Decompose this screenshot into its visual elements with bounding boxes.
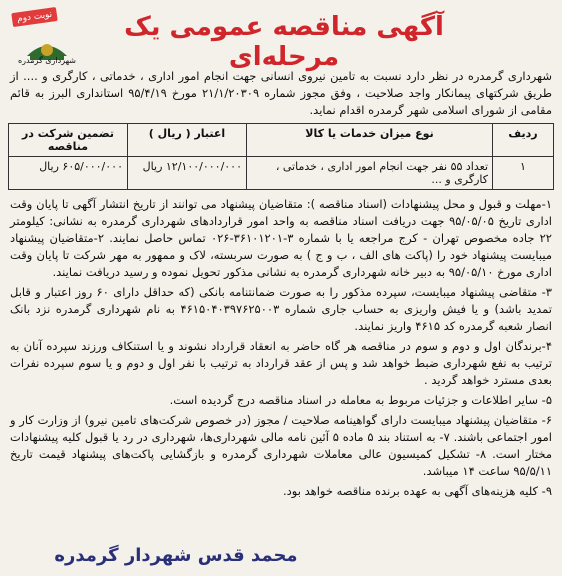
tender-table (8, 123, 554, 190)
conditions (10, 196, 552, 500)
header-row-number: ردیف (493, 124, 554, 157)
table-header-row (9, 124, 554, 157)
cell-row-number: ۱ (493, 157, 554, 190)
condition-paragraph: ۴-برندگان اول و دوم و سوم در مناقصه هر گاه حاضر به انعقاد قرارداد نشوند و یا استنکاف ورزند سپرده آنان به ترتیب به نفع شهرداری ضبط خواهد شد و پس از عقد قرارداد به ترتیب با نفر اول و دوم و یا سوم سپرده نفرات بعدی مسترد خواهد گردید . (10, 339, 552, 387)
cell-item: تعداد ۵۵ نفر جهت انجام امور اداری ، خدماتی ، کارگری و ... (247, 157, 493, 190)
logo-caption: شهرداری گرمدره (17, 56, 77, 65)
header-credit: اعتبار ( ریال ) (128, 124, 247, 157)
condition-paragraph: ۹- کلیه هزینه‌های آگهی به عهده برنده مناقصه خواهد بود. (283, 484, 552, 498)
condition-paragraph: ۶- متقاضیان پیشنهاد میبایست دارای گواهینامه صلاحیت / مجوز (در خصوص شرکت‌های تامین نیرو) از وزارت کار و امور اجتماعی باشند. ۷- به استناد بند ۵ ماده ۵ آئین نامه مالی شهرداری‌ها، شهرداری در رد یا قبول کلیه پیشنهادات مختار است. ۸- تشکیل کمیسیون عالی معاملات شهرداری گرمدره و بازگشایی پاکت‌های پیشنهاد قیمت تاریخ ۹۵/۵/۱۱ ساعت ۱۴ میباشد. (10, 413, 552, 478)
header-bond: تضمین شرکت در مناقصه (9, 124, 128, 157)
condition-paragraph: ۱-مهلت و قبول و محل پیشنهادات (اسناد مناقصه ): متقاضیان پیشنهاد می توانند از تاریخ انتشار آگهی تا پایان وقت اداری تاریخ ۹۵/۰۵/۰۵ جهت دریافت اسناد مناقصه به واحد امور قراردادهای شهرداری گرمدره به نشانی: کیلومتر ۲۲ جاده مخصوص تهران - کرج مراجعه یا با شماره ۳-۳۶۱۰۱۲۰۱-۰۲۶ تماس حاصل نمایند. ۲-متقاضیان پیشنهاد میبایست پیشنهاد خود را (پاکت های الف ، ب و ج ) به صورت سربسته، لاک و ممهور به مهر شرکت تا پایان وقت اداری مورخ ۹۵/۰۵/۱۰ به دبیر خانه شهرداری گرمدره به نشانی مذکور تحویل نموده و رسید دریافت نمایند. (10, 197, 552, 279)
cell-credit: ۱۲/۱۰۰/۰۰۰/۰۰۰ ریال (128, 157, 247, 190)
header (8, 6, 554, 72)
intro-paragraph: شهرداری گرمدره در نظر دارد نسبت به تامین نیروی انسانی جهت انجام امور اداری ، خدماتی ، کارگری و .... از طریق شرکتهای پیمانکار واجد صلاحیت ، وفق مجوز شماره ۲۱/۱/۲۰۳۰۹ مورخ ۹۵/۴/۱۹ استانداری البرز به قائم مقامی از شورای اسلامی شهر گرمدره اقدام نماید. (10, 69, 553, 117)
signature: محمد قدس شهردار گرمدره (54, 545, 298, 566)
table-row (9, 157, 554, 190)
notice-title: آگهی مناقصه عمومی یک مرحله‌ای (124, 12, 444, 72)
condition-paragraph: ۳- متقاضی پیشنهاد میبایست، سپرده مذکور را به صورت ضمانتنامه بانکی (که حداقل دارای ۶۰ روز اعتبار و قابل تمدید باشد) و یا فیش واریزی به حساب جاری شماره ۴۶۱۵۰۴۰۳۹۷۶۲۵۰۰۳ به نام شهرداری گرمدره نزد بانک انصار شعبه گرمدره کد ۴۶۱۵ واریز نمایند. (10, 285, 552, 333)
publication-stamp: نوبت دوم (11, 7, 58, 27)
cell-bond: ۶۰۵/۰۰۰/۰۰۰ ریال (9, 157, 128, 190)
header-item: نوع میزان خدمات یا کالا (247, 124, 493, 157)
signature-block (0, 545, 562, 566)
condition-paragraph: ۵- سایر اطلاعات و جزئیات مربوط به معامله در اسناد مناقصه درج گردیده است. (169, 393, 552, 407)
